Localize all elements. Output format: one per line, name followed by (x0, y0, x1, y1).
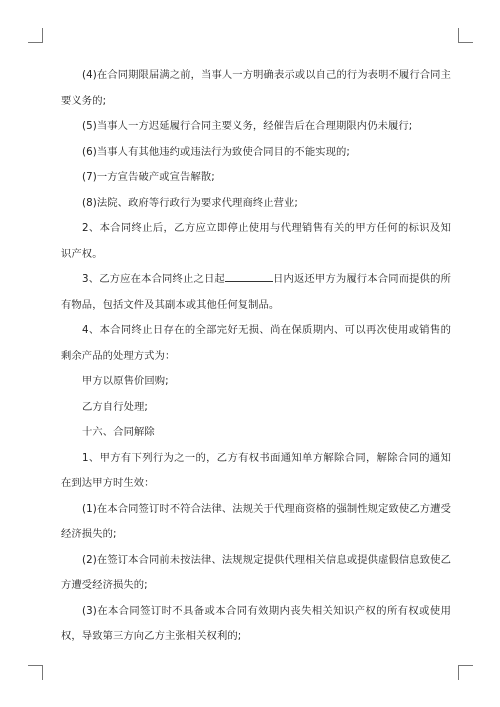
clause-termination-4: (4)在合同期限届满之前，当事人一方明确表示或以自己的行为表明不履行合同主要义务的; (61, 69, 451, 107)
clause-rescission-1-item-1: (1)在本合同签订时不符合法律、法规关于代理商资格的强制性规定致使乙方遭受经济损失的; (61, 502, 451, 540)
crop-mark-top-left (28, 28, 43, 43)
clause-post-termination-3 (61, 267, 451, 318)
clause-3-text-after: 日内返还甲方为履行本合同而提供的所有物品，包括文件及其副本或其他任何复制品。 (61, 273, 452, 311)
crop-mark-top-right (458, 28, 473, 43)
option-buyback: 甲方以原售价回购; (82, 375, 169, 387)
days-blank-field[interactable] (225, 271, 273, 282)
clause-rescission-1: 1、甲方有下列行为之一的，乙方有权书面通知单方解除合同，解除合同的通知在到达甲方时生效： (61, 451, 451, 489)
clause-rescission-1-item-3: (3)在本合同签订时不具备或本合同有效期内丧失相关知识产权的所有权或使用权，导致第三方向乙方主张相关权利的; (61, 604, 451, 642)
clause-termination-7: (7)一方宣告破产或宣告解散; (82, 171, 215, 183)
option-self-handle: 乙方自行处理; (82, 400, 148, 413)
crop-mark-bottom-left (28, 665, 43, 680)
clause-termination-6: (6)当事人有其他违约或违法行为致使合同目的不能实现的; (82, 145, 350, 158)
clause-post-termination-2: 2、本合同终止后，乙方应立即停止使用与代理销售有关的甲方任何的标识及知识产权。 (61, 222, 451, 260)
clause-rescission-1-item-2: (2)在签订本合同前未按法律、法规规定提供代理相关信息或提供虚假信息致使乙方遭受经济损失的; (61, 553, 451, 591)
clause-termination-8: (8)法院、政府等行政行为要求代理商终止营业; (82, 196, 298, 209)
clause-post-termination-4: 4、本合同终止日存在的全部完好无损、尚在保质期内、可以再次使用或销售的剩余产品的处理方式为： (61, 324, 451, 362)
section-heading-contract-rescission: 十六、合同解除 (82, 426, 155, 438)
document-body (61, 63, 451, 650)
clause-3-text-before: 3、乙方应在本合同终止之日起 (82, 273, 225, 285)
clause-termination-5: (5)当事人一方迟延履行合同主要义务，经催告后在合理期限内仍未履行; (82, 120, 413, 132)
crop-mark-bottom-right (458, 665, 473, 680)
